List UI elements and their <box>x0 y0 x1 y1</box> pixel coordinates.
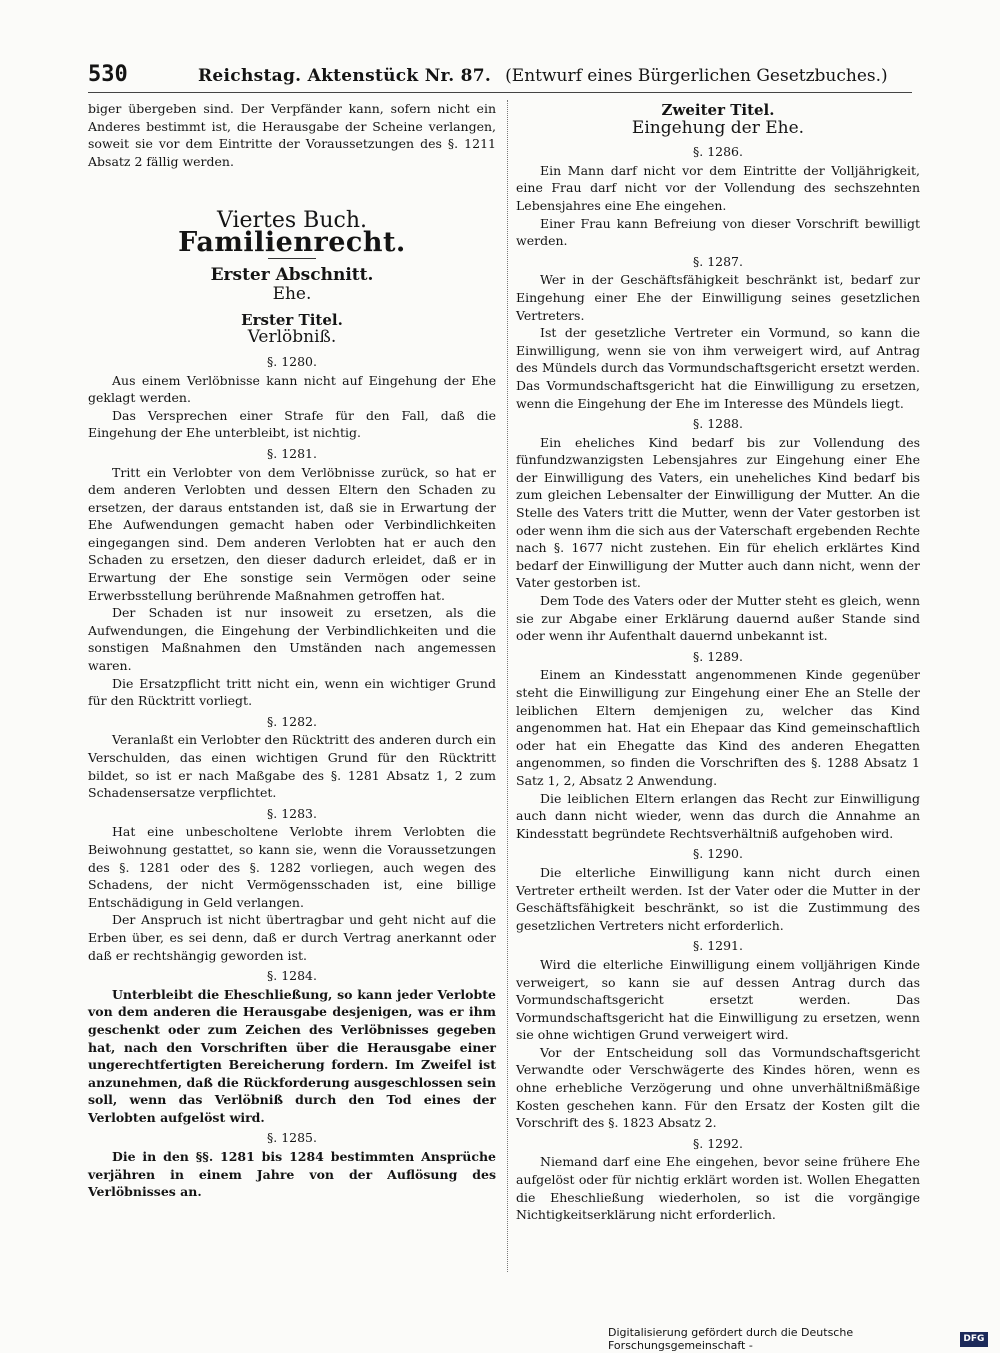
paragraph-text: Hat eine unbescholtene Verlobte ihrem Verlobten die Beiwohnung gestattet, so kann sie, wenn die Voraussetzungen des §. 1281 oder des §. 1282 vorliegen, auch wegen des Schadens, der nicht Vermögensschaden ist, eine billige Entschädigung in Geld verlangen. <box>88 824 496 910</box>
paragraph-text: Niemand darf eine Ehe eingehen, bevor seine frühere Ehe aufgelöst oder für nichtig erklärt worden ist. Wollen Ehegatten die Eheschließung wiederholen, so ist die vorgängige Nichtigkeitserklärung nicht erforderlich. <box>516 1154 920 1223</box>
page-number: 530 <box>88 62 128 87</box>
title-heading: Zweiter Titel. <box>661 101 775 119</box>
paragraph-text: Das Versprechen einer Strafe für den Fall, daß die Eingehung der Ehe unterbleibt, ist nichtig. <box>88 407 496 441</box>
paragraph-text: Unterbleibt die Eheschließung, so kann jeder Verlobte von dem anderen die Herausgabe desjenigen, was er ihm geschenkt oder zum Zeichen des Verlöbnisses gegeben hat, nach den Vorschriften über die Herausgabe einer ungerechtfertigten Bereicherung fordern. Im Zweifel ist anzunehmen, daß die Rückforderung ausgeschlossen sein soll, wenn das Verlöbniß durch den Tod eines der Verlobten aufgelöst wird. <box>88 986 496 1125</box>
paragraph-text: Der Schaden ist nur insoweit zu ersetzen, als die Aufwendungen, die Eingehung der Verbindlichkeiten und die sonstigen Maßnahmen den Umständen nach angemessen waren. <box>88 605 496 674</box>
paragraph-text: Die elterliche Einwilligung kann nicht durch einen Vertreter ertheilt werden. Ist der Vater oder die Mutter in der Geschäftsfähigkeit beschränkt, so ist die Zustimmung des gesetzlichen Vertreters nicht erforderlich. <box>516 864 920 933</box>
paragraph-heading-1291: §. 1291. <box>693 938 743 954</box>
paragraph-text: Einer Frau kann Befreiung von dieser Vorschrift bewilligt werden. <box>516 215 920 249</box>
dfg-logo-icon: DFG <box>960 1332 988 1347</box>
left-column <box>88 100 496 1201</box>
paragraph-heading-1288: §. 1288. <box>693 416 743 432</box>
paragraph-heading-1281: §. 1281. <box>267 445 317 461</box>
paragraph-heading-1292: §. 1292. <box>693 1135 743 1151</box>
footer-text: Digitalisierung gefördert durch die Deutsche Forschungsgemeinschaft - <box>608 1326 854 1352</box>
paragraph-heading-1282: §. 1282. <box>267 713 317 729</box>
paragraph-text: Ist der gesetzliche Vertreter ein Vormund, so kann die Einwilligung, wenn sie von ihm verweigert wird, auf Antrag des Mündels durch das Vormundschaftsgericht ersetzt werden. Das Vormundschaftsgericht hat die Einwilligung zu ersetzen, wenn die Eingehung der Ehe im Interesse des Mündels liegt. <box>516 325 920 411</box>
paragraph-heading-1285: §. 1285. <box>267 1130 317 1146</box>
family-law-heading: Familienrecht. <box>178 226 406 258</box>
paragraph-text: Ein eheliches Kind bedarf bis zur Vollendung des fünfundzwanzigsten Lebensjahres zur Eingehung einer Ehe der Einwilligung des Vaters, ein uneheliches Kind bedarf bis zum gleichen Lebensalter der Einwilligung der Mutter. An die Stelle des Vaters tritt die Mutter, wenn der Vater gestorben ist oder wenn ihm die sich aus der Vaterschaft ergebenden Rechte nach §. 1677 nicht zustehen. Ein für ehelich erklärtes Kind bedarf der Einwilligung der Mutter auch dann nicht, wenn der Vater gestorben ist. <box>516 434 920 591</box>
column-divider <box>507 100 508 1272</box>
paragraph-heading-1287: §. 1287. <box>693 253 743 269</box>
right-column <box>516 100 920 1224</box>
running-title: Reichstag. Aktenstück Nr. 87. <box>198 66 492 86</box>
paragraph-text: Die Ersatzpflicht tritt nicht ein, wenn ein wichtiger Grund für den Rücktritt vorliegt. <box>88 675 496 709</box>
paragraph-text: Tritt ein Verlobter von dem Verlöbnisse zurück, so hat er dem anderen Verlobten und dessen Eltern den Schaden zu ersetzen, der daraus entstanden ist, daß sie in Erwartung der Ehe Aufwendungen gemacht haben oder Verbindlichkeiten eingegangen sind. Dem anderen Verlobten hat er auch den Schaden zu ersetzen, den dieser dadurch erleidet, daß er in Erwartung der Ehe sonstige sein Vermögen oder seine Erwerbsstellung berührende Maßnahmen getroffen hat. <box>88 464 496 603</box>
paragraph-text: Vor der Entscheidung soll das Vormundschaftsgericht Verwandte oder Verschwägerte des Kindes hören, wenn es ohne erhebliche Verzögerung und ohne unverhältnißmäßige Kosten geschehen kann. Für den Ersatz der Kosten gilt die Vorschrift des §. 1823 Absatz 2. <box>516 1044 920 1131</box>
paragraph-heading-1284: §. 1284. <box>267 968 317 984</box>
paragraph-text: Dem Tode des Vaters oder der Mutter steht es gleich, wenn sie zur Abgabe einer Erklärung dauernd außer Stande sind oder wenn ihr Aufenthalt dauernd unbekannt ist. <box>516 593 920 644</box>
paragraph-text: Aus einem Verlöbnisse kann nicht auf Eingehung der Ehe geklagt werden. <box>88 372 496 406</box>
paragraph-text: Einem an Kindesstatt angenommenen Kinde gegenüber steht die Einwilligung zur Eingehung einer Ehe an Stelle der leiblichen Eltern demjenigen zu, welcher das Kind angenommen hat. Hat ein Ehepaar das Kind gemeinschaftlich oder hat ein Ehegatte das Kind des anderen Ehegatten angenommen, so finden die Vorschriften des §. 1288 Absatz 1 Satz 1, 2, Absatz 2 Anwendung. <box>516 667 920 788</box>
book-heading: Viertes Buch. <box>216 208 368 234</box>
paragraph-text: Ein Mann darf nicht vor dem Eintritte der Volljährigkeit, eine Frau darf nicht vor der Vollendung des sechszehnten Lebensjahres eine Ehe eingehen. <box>516 162 920 213</box>
paragraph-text: Die in den §§. 1281 bis 1284 bestimmten Ansprüche verjähren in einem Jahre von der Auflösung des Verlöbnisses an. <box>88 1149 496 1200</box>
paragraph-heading-1286: §. 1286. <box>693 144 743 160</box>
page-header <box>88 62 912 93</box>
title-heading: Erster Titel. <box>241 310 343 329</box>
running-subtitle: (Entwurf eines Bürgerlichen Gesetzbuches.) <box>505 66 888 86</box>
paragraph-heading-1290: §. 1290. <box>693 846 743 862</box>
paragraph-text: Die leiblichen Eltern erlangen das Recht zur Einwilligung auch dann nicht wieder, wenn das durch die Annahme an Kindesstatt begründete Rechtsverhältniß aufgehoben wird. <box>516 790 920 841</box>
paragraph-heading-1283: §. 1283. <box>267 805 317 821</box>
paragraph-text: Wird die elterliche Einwilligung einem volljährigen Kinde verweigert, so kann sie auf dessen Antrag durch das Vormundschaftsgericht ersetzt werden. Das Vormundschaftsgericht hat die Einwilligung zu ersetzen, wenn sie ohne wichtigen Grund verweigert wird. <box>516 956 920 1043</box>
section-subheading: Ehe. <box>272 284 312 305</box>
section-heading: Erster Abschnitt. <box>210 264 374 285</box>
paragraph-text: Der Anspruch ist nicht übertragbar und geht nicht auf die Erben über, es sei denn, daß er durch Vertrag anerkannt oder daß er rechtshängig geworden ist. <box>88 912 496 963</box>
digitization-footer <box>608 1326 988 1352</box>
intro-paragraph: biger übergeben sind. Der Verpfänder kann, sofern nicht ein Anderes bestimmt ist, die Herausgabe der Scheine verlangen, soweit sie vor dem Eintritte der Voraussetzungen des §. 1211 Absatz 2 fällig werden. <box>88 101 496 169</box>
paragraph-text: Wer in der Geschäftsfähigkeit beschränkt ist, bedarf zur Eingehung einer Ehe der Einwilligung seines gesetzlichen Vertreters. <box>516 272 920 323</box>
paragraph-text: Veranlaßt ein Verlobter den Rücktritt des anderen durch ein Verschulden, das einen wichtigen Grund für den Rücktritt bildet, so ist er nach Maßgabe des §. 1281 Absatz 1, 2 zum Schadensersatze verpflichtet. <box>88 732 496 801</box>
title-subheading: Verlöbniß. <box>247 327 337 348</box>
paragraph-heading-1280: §. 1280. <box>267 353 317 369</box>
title-subheading: Eingehung der Ehe. <box>631 117 805 138</box>
paragraph-heading-1289: §. 1289. <box>693 648 743 664</box>
